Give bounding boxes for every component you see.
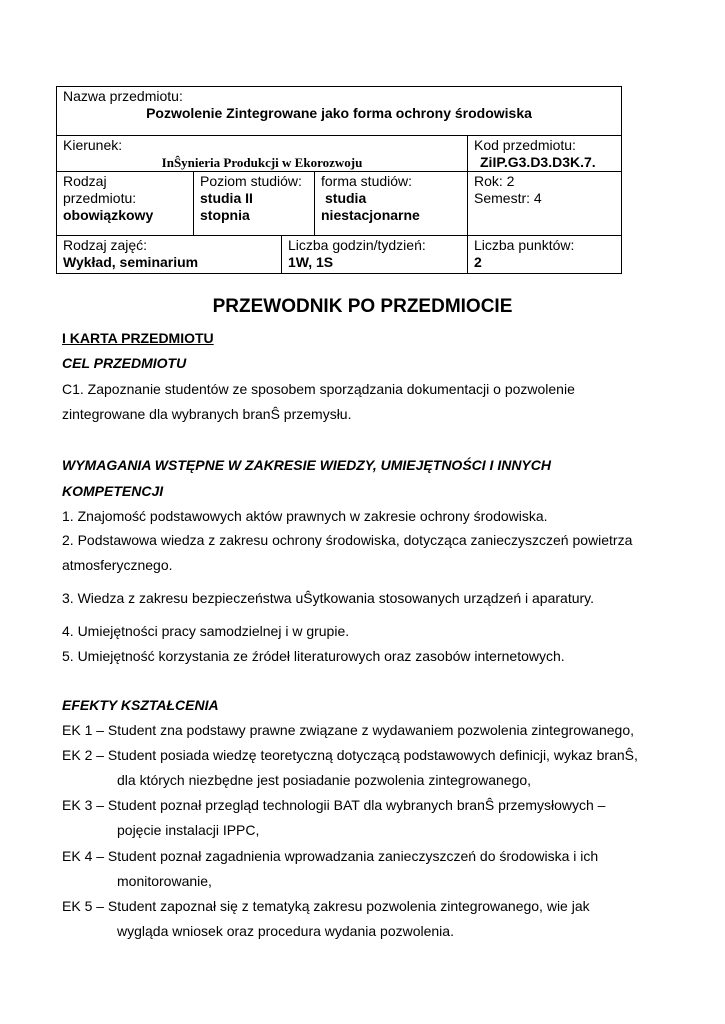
year-value: Rok: 2 <box>474 173 515 189</box>
effect-5b: wygląda wniosek oraz procedura wydania pozwolenia. <box>117 923 454 939</box>
effect-2a: EK 2 – Student posiada wiedzę teoretyczną dotyczącą podstawowych definicji, wykaz branŜ, <box>62 747 638 763</box>
effects-heading: EFEKTY KSZTAŁCENIA <box>62 697 219 713</box>
hours-value: 1W, 1S <box>288 254 334 270</box>
form-cell <box>314 171 468 236</box>
subject-cell <box>56 86 622 136</box>
effect-4b: monitorowanie, <box>117 873 212 889</box>
points-label: Liczba punktów: <box>474 237 575 253</box>
type-value: obowiązkowy <box>63 207 154 223</box>
classes-cell <box>56 235 282 274</box>
requirement-5: 5. Umiejętność korzystania ze źródeł literaturowych oraz zasobów internetowych. <box>62 648 565 664</box>
requirement-2b: atmosferycznego. <box>62 557 173 573</box>
requirements-heading-1: WYMAGANIA WSTĘPNE W ZAKRESIE WIEDZY, UMIEJĘTNOŚCI I INNYCH <box>62 457 551 473</box>
direction-label: Kierunek: <box>63 137 123 153</box>
hours-label: Liczba godzin/tydzień: <box>288 237 426 253</box>
type-label-2: przedmiotu: <box>63 190 137 206</box>
goal-line-1: C1. Zapoznanie studentów ze sposobem sporządzania dokumentacji o pozwolenie <box>62 381 575 397</box>
course-header-table <box>56 86 622 274</box>
effect-3a: EK 3 – Student poznał przegląd technologii BAT dla wybranych branŜ przemysłowych – <box>62 797 606 813</box>
level-cell <box>193 171 315 236</box>
code-label: Kod przedmiotu: <box>474 137 576 153</box>
classes-value: Wykład, seminarium <box>63 254 199 270</box>
form-value-2: niestacjonarne <box>321 207 420 223</box>
points-cell <box>467 235 622 274</box>
type-label-1: Rodzaj <box>63 173 107 189</box>
classes-label: Rodzaj zajęć: <box>63 237 148 253</box>
requirement-3: 3. Wiedza z zakresu bezpieczeństwa uŜytkowania stosowanych urządzeń i aparatury. <box>62 590 595 606</box>
form-value-1: studia <box>325 190 367 206</box>
semester-value: Semestr: 4 <box>474 190 542 206</box>
requirement-2a: 2. Podstawowa wiedza z zakresu ochrony środowiska, dotycząca zanieczyszczeń powietrza <box>62 532 633 548</box>
points-value: 2 <box>474 254 482 270</box>
effect-5a: EK 5 – Student zapoznał się z tematyką zakresu pozwolenia zintegrowanego, wie jak <box>62 898 590 914</box>
effect-4a: EK 4 – Student poznał zagadnienia wprowadzania zanieczyszczeń do środowiska i ich <box>62 848 599 864</box>
code-cell <box>467 135 622 172</box>
requirement-1: 1. Znajomość podstawowych aktów prawnych w zakresie ochrony środowiska. <box>62 508 548 524</box>
year-cell <box>467 171 622 236</box>
effect-1: EK 1 – Student zna podstawy prawne związane z wydawaniem pozwolenia zintegrowanego, <box>62 722 635 738</box>
level-label: Poziom studiów: <box>200 173 302 189</box>
level-value-1: studia II <box>200 190 253 206</box>
requirement-4: 4. Umiejętności pracy samodzielnej i w grupie. <box>62 623 350 639</box>
type-cell <box>56 171 194 236</box>
subject-label: Nazwa przedmiotu: <box>63 88 183 104</box>
section-heading: I KARTA PRZEDMIOTU <box>62 330 214 346</box>
page-title: PRZEWODNIK PO PRZEDMIOCIE <box>212 296 513 317</box>
goal-heading: CEL PRZEDMIOTU <box>62 355 187 371</box>
level-value-2: stopnia <box>200 207 250 223</box>
effect-2b: dla których niezbędne jest posiadanie pozwolenia zintegrowanego, <box>117 772 532 788</box>
code-value: ZiIP.G3.D3.D3K.7. <box>480 154 596 170</box>
effect-3b: pojęcie instalacji IPPC, <box>117 822 260 838</box>
hours-cell <box>281 235 468 274</box>
subject-value: Pozwolenie Zintegrowane jako forma ochrony środowiska <box>146 105 532 121</box>
form-label: forma studiów: <box>321 173 413 189</box>
direction-cell <box>56 135 468 172</box>
requirements-heading-2: KOMPETENCJI <box>62 483 164 499</box>
direction-value: InŜynieria Produkcji w Ekorozwoju <box>161 155 363 170</box>
goal-line-2: zintegrowane dla wybranych branŜ przemysłu. <box>62 406 352 422</box>
